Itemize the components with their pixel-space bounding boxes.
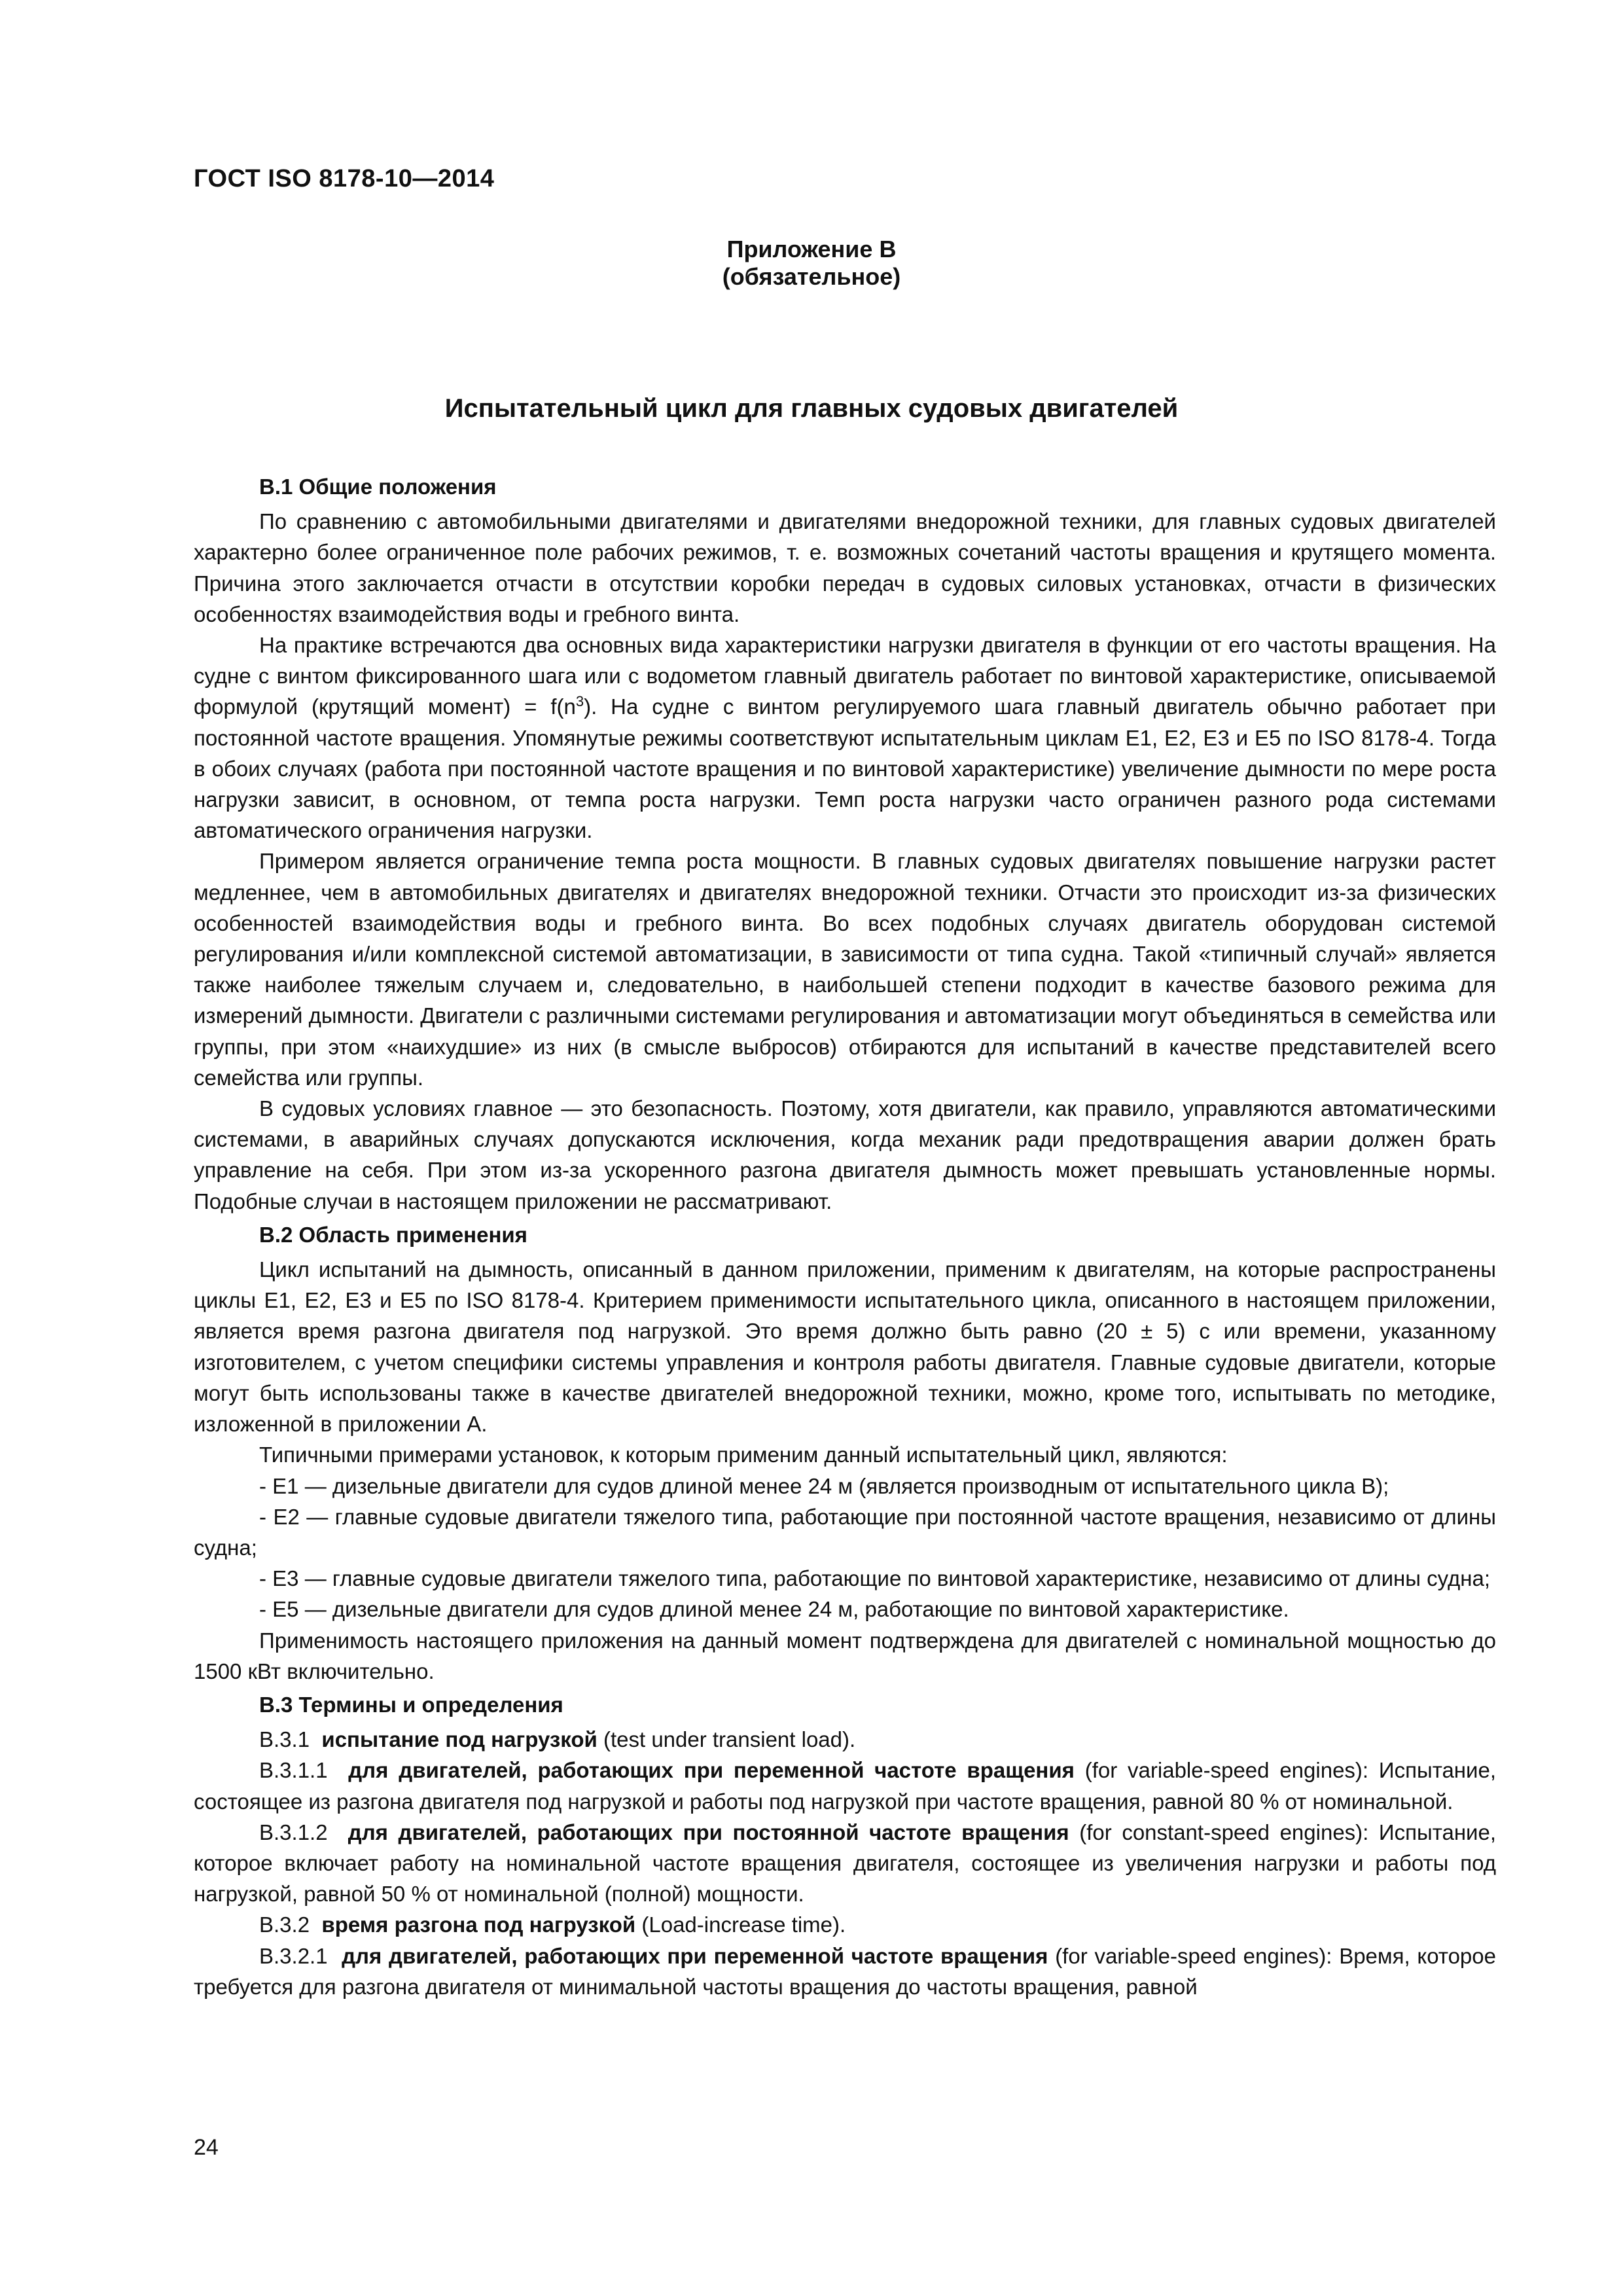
section-heading-b3: В.3 Термины и определения: [259, 1692, 563, 1717]
definition-number: В.3.1.2: [259, 1820, 328, 1844]
definition-term: для двигателей, работающих при переменной частоте вращения: [342, 1943, 1048, 1968]
definition: [194, 1817, 1496, 1910]
annex-title: Испытательный цикл для главных судовых двигателей: [444, 394, 1179, 423]
page-number: 24: [194, 2135, 219, 2160]
paragraph: Цикл испытаний на дымность, описанный в данном приложении, применим к двигателям, на которые распространены циклы Е1, Е2, Е3 и Е5 по ISO 8178-4. Критерием применимости испытательного цикла, описанного в настоящем приложении, является время разгона двигателя под нагрузкой. Это время должно быть равно (20 ± 5) с или времени, указанному изготовителем, с учетом специфики системы управления и контроля работы двигателя. Главные судовые двигатели, которые могут быть использованы также в качестве двигателей внедорожной техники, можно, кроме того, испытывать по методике, изложенной в приложении А.: [194, 1257, 1496, 1437]
definition-term: для двигателей, работающих при переменной частоте вращения: [348, 1758, 1075, 1783]
paragraph: Применимость настоящего приложения на данный момент подтверждена для двигателей с номинальной мощностью до 1500 кВт включительно.: [194, 1628, 1496, 1683]
paragraph: [194, 630, 1496, 846]
definition: [194, 1909, 1496, 1940]
list-item: - Е3 — главные судовые двигатели тяжелого типа, работающие по винтовой характеристике, независимо от длины судна;: [259, 1566, 1491, 1591]
paragraph: В судовых условиях главное — это безопасность. Поэтому, хотя двигатели, как правило, управляются автоматическими системами, в аварийных случаях допускаются исключения, когда механик ради предотвращения аварии должен брать управление на себя. При этом из-за ускоренного разгона двигателя дымность может превышать установленные нормы. Подобные случаи в настоящем приложении не рассматривают.: [194, 1096, 1496, 1213]
paragraph-text: ). На судне с винтом регулируемого шага главный двигатель обычно работает при постоянной частоте вращения. Упомянутые режимы соответствуют испытательным циклам Е1, Е2, Е3 и Е5 по ISO 8178-4. Тогда в обоих случаях (работа при постоянной частоте вращения и по винтовой характеристике) увеличение дымности по мере роста нагрузки зависит, в основном, от темпа роста нагрузки. Темп роста нагрузки часто ограничен разного рода системами автоматического ограничения нагрузки.: [194, 694, 1496, 843]
definition-term: время разгона под нагрузкой: [321, 1912, 636, 1937]
definition: [194, 1755, 1496, 1816]
definition-number: В.3.1: [259, 1727, 310, 1752]
document-body: [194, 471, 1496, 2002]
definition-text: (for constant-speed engines): Испытание, которое включает работу на номинальной частоте вращения двигателя, состоящее из увеличения нагрузки и работы под нагрузкой, равной 50 % от номинальной (полной) мощности.: [194, 1820, 1496, 1907]
definition-text: (for variable-speed engines): Испытание, состоящее из разгона двигателя под нагрузкой и работы под нагрузкой при частоте вращения, равной 80 % от номинальной.: [194, 1758, 1496, 1814]
definition-term: для двигателей, работающих при постоянной частоте вращения: [348, 1820, 1069, 1844]
section-heading-b2: В.2 Область применения: [259, 1222, 527, 1247]
definition: [194, 1724, 1496, 1755]
section-heading-b1: В.1 Общие положения: [259, 475, 497, 499]
definition-text: (test under transient load).: [597, 1727, 856, 1752]
paragraph-text: На практике встречаются два основных вида характеристики нагрузки двигателя в функции от его частоты вращения. На судне с винтом фиксированного шага или с водометом главный двигатель работает по винтовой характеристике, описываемой формулой (крутящий момент) = f(n: [194, 633, 1496, 719]
list-item: - Е1 — дизельные двигатели для судов длиной менее 24 м (является производным от испытательного цикла В);: [259, 1473, 1389, 1498]
definition-number: В.3.2: [259, 1912, 310, 1937]
definition-text: (Load-increase time).: [635, 1912, 846, 1937]
list-item: - Е5 — дизельные двигатели для судов длиной менее 24 м, работающие по винтовой характеристике.: [259, 1597, 1289, 1622]
standard-designation: ГОСТ ISO 8178-10—2014: [194, 165, 495, 192]
definition-number: В.3.1.1: [259, 1758, 328, 1783]
paragraph: Примером является ограничение темпа роста мощности. В главных судовых двигателях повышение нагрузки растет медленнее, чем в автомобильных двигателях и двигателях внедорожной техники. Отчасти это происходит из-за физических особенностей взаимодействия воды и гребного винта. Во всех подобных случаях двигатель оборудован системой регулирования и/или комплексной системой автоматизации, в зависимости от типа судна. Такой «типичный случай» является также наиболее тяжелым случаем и, следовательно, в наибольшей степени подходит в качестве базового режима для измерений дымности. Двигатели с различными системами регулирования и автоматизации могут объединяться в семейства или группы, при этом «наихудшие» из них (в смысле выбросов) отбираются для испытаний в качестве представителей всего семейства или группы.: [194, 849, 1496, 1090]
definition-term: испытание под нагрузкой: [321, 1727, 597, 1752]
annex-label: Приложение В: [726, 236, 897, 262]
definition-text: (for variable-speed engines): Время, которое требуется для разгона двигателя от минимальной частоты вращения до частоты вращения, равной: [194, 1943, 1496, 1999]
definition-number: В.3.2.1: [259, 1943, 328, 1968]
superscript: 3: [575, 693, 584, 710]
annex-status: (обязательное): [722, 263, 901, 290]
paragraph: Типичными примерами установок, к которым применим данный испытательный цикл, являются:: [259, 1443, 1228, 1467]
paragraph: По сравнению с автомобильными двигателями и двигателями внедорожной техники, для главных судовых двигателей характерно более ограниченное поле рабочих режимов, т. е. возможных сочетаний частоты вращения и крутящего момента. Причина этого заключается отчасти в отсутствии коробки передач в судовых силовых установках, отчасти в физических особенностях взаимодействия воды и гребного винта.: [194, 509, 1496, 626]
definition: [194, 1941, 1496, 2002]
list-item: - Е2 — главные судовые двигатели тяжелого типа, работающие при постоянной частоте вращения, независимо от длины судна;: [194, 1504, 1496, 1560]
